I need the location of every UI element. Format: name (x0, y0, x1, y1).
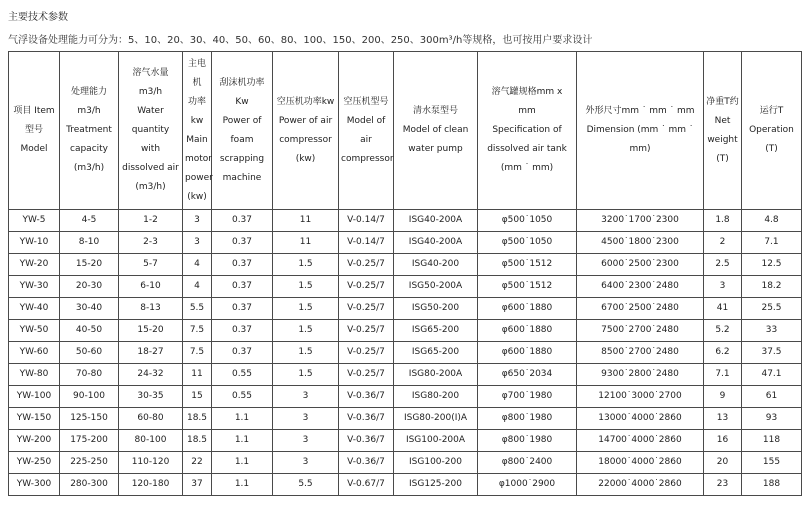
table-row (9, 276, 802, 298)
header-col-compressor-model (339, 52, 394, 210)
table-cell: 13 (704, 408, 742, 430)
table-cell: φ600˙1880 (478, 342, 577, 364)
table-cell: 22 (183, 452, 212, 474)
table-cell: 41 (704, 298, 742, 320)
header-line: 溶气罐规格mm x (491, 87, 563, 97)
table-cell: YW-300 (9, 474, 60, 496)
header-line: Kw (235, 96, 249, 107)
table-cell: 3 (273, 408, 339, 430)
header-col-foam-power (212, 52, 273, 210)
table-cell: 0.37 (212, 232, 273, 254)
table-cell: 33 (742, 320, 802, 342)
header-line: motor (185, 153, 213, 164)
header-line: Model of air (346, 115, 386, 145)
table-cell: YW-30 (9, 276, 60, 298)
table-cell: YW-80 (9, 364, 60, 386)
table-cell: 280-300 (60, 474, 119, 496)
table-cell: ISG80-200A (394, 364, 478, 386)
header-line: m3/h (138, 87, 163, 97)
header-line: Main (186, 134, 208, 145)
header-line: quantity (131, 125, 170, 135)
table-cell: 25.5 (742, 298, 802, 320)
header-col-pump-model (394, 52, 478, 210)
table-cell: 8-13 (119, 298, 183, 320)
table-cell: 1.1 (212, 474, 273, 496)
table-cell: 6000˙2500˙2300 (577, 254, 704, 276)
header-col-capacity (60, 52, 119, 210)
table-cell: 14700˙4000˙2860 (577, 430, 704, 452)
table-cell: YW-10 (9, 232, 60, 254)
header-line: compressor (279, 134, 332, 145)
table-cell: V-0.25/7 (339, 320, 394, 342)
table-cell: 3 (704, 276, 742, 298)
header-line: compressor (341, 153, 394, 164)
table-cell: 23 (704, 474, 742, 496)
table-cell: YW-60 (9, 342, 60, 364)
table-cell: 60-80 (119, 408, 183, 430)
table-cell: 5.5 (183, 298, 212, 320)
table-cell: 155 (742, 452, 802, 474)
table-cell: ISG80-200 (394, 386, 478, 408)
header-col-operation (742, 52, 802, 210)
table-cell: 18.5 (183, 408, 212, 430)
table-cell: φ1000˙2900 (478, 474, 577, 496)
header-line: Power of air (278, 115, 333, 126)
table-row (9, 452, 802, 474)
header-line: dissolved air (122, 163, 179, 173)
header-line: Net (714, 115, 731, 126)
table-cell: 1.1 (212, 452, 273, 474)
header-line: scrapping (219, 153, 265, 164)
table-cell: ISG40-200 (394, 254, 478, 276)
table-cell: φ700˙1980 (478, 386, 577, 408)
header-line: 空压机型号 (343, 96, 389, 107)
table-cell: 4 (183, 276, 212, 298)
table-cell: 110-120 (119, 452, 183, 474)
table-cell: YW-150 (9, 408, 60, 430)
header-line: 刮沫机功率 (219, 77, 265, 88)
header-line: Model (20, 144, 48, 154)
table-row (9, 364, 802, 386)
table-cell: 7.1 (704, 364, 742, 386)
table-cell: 12100˙3000˙2700 (577, 386, 704, 408)
table-cell: 18.2 (742, 276, 802, 298)
table-cell: 3 (273, 386, 339, 408)
header-line: with (140, 144, 161, 154)
table-cell: 93 (742, 408, 802, 430)
table-cell: V-0.36/7 (339, 430, 394, 452)
header-line: Model of clean (402, 125, 469, 135)
table-cell: V-0.36/7 (339, 408, 394, 430)
table-row (9, 386, 802, 408)
header-line: 型号 (24, 125, 43, 135)
table-cell: 2 (704, 232, 742, 254)
table-cell: 50-60 (60, 342, 119, 364)
table-cell: φ600˙1880 (478, 320, 577, 342)
table-cell: 3200˙1700˙2300 (577, 210, 704, 232)
table-row (9, 342, 802, 364)
page-title: 主要技术参数 (8, 12, 68, 23)
table-cell: 4 (183, 254, 212, 276)
table-row (9, 408, 802, 430)
table-cell: 4-5 (60, 210, 119, 232)
table-cell: 7.1 (742, 232, 802, 254)
table-cell: 20-30 (60, 276, 119, 298)
table-cell: YW-5 (9, 210, 60, 232)
table-row (9, 232, 802, 254)
table-cell: ISG125-200 (394, 474, 478, 496)
header-line: Operation (T) (749, 125, 794, 154)
table-row (9, 320, 802, 342)
table-cell: φ800˙1980 (478, 430, 577, 452)
table-cell: 37.5 (742, 342, 802, 364)
table-cell: 24-32 (119, 364, 183, 386)
table-cell: 4500˙1800˙2300 (577, 232, 704, 254)
table-cell: φ500˙1512 (478, 254, 577, 276)
header-line: machine (222, 172, 262, 183)
table-cell: 61 (742, 386, 802, 408)
header-line: 空压机功率kw (276, 96, 335, 107)
table-cell: 40-50 (60, 320, 119, 342)
table-cell: 12.5 (742, 254, 802, 276)
table-cell: 11 (183, 364, 212, 386)
table-cell: ISG65-200 (394, 320, 478, 342)
table-cell: 90-100 (60, 386, 119, 408)
table-cell: 18000˙4000˙2860 (577, 452, 704, 474)
table-cell: YW-50 (9, 320, 60, 342)
table-row (9, 210, 802, 232)
table-cell: 225-250 (60, 452, 119, 474)
table-cell: 6.2 (704, 342, 742, 364)
table-cell: 1-2 (119, 210, 183, 232)
table-cell: 7500˙2700˙2480 (577, 320, 704, 342)
header-line: Treatment (66, 125, 112, 135)
table-cell: 120-180 (119, 474, 183, 496)
table-cell: φ800˙1980 (478, 408, 577, 430)
header-line: (m3/h) (73, 163, 105, 173)
header-line: Water (137, 106, 164, 116)
header-col-dimension (577, 52, 704, 210)
table-cell: ISG50-200A (394, 276, 478, 298)
table-cell: 0.37 (212, 298, 273, 320)
table-cell: V-0.14/7 (339, 210, 394, 232)
table-cell: 125-150 (60, 408, 119, 430)
header-line: (m3/h) (135, 182, 166, 192)
table-cell: 1.1 (212, 430, 273, 452)
table-cell: 0.37 (212, 276, 273, 298)
table-row (9, 298, 802, 320)
table-cell: 1.5 (273, 276, 339, 298)
table-cell: 1.5 (273, 254, 339, 276)
table-cell: 18.5 (183, 430, 212, 452)
header-line: weight (707, 134, 738, 145)
table-cell: 8500˙2700˙2480 (577, 342, 704, 364)
table-row (9, 254, 802, 276)
table-cell: ISG40-200A (394, 232, 478, 254)
table-cell: V-0.14/7 (339, 232, 394, 254)
table-cell: 8-10 (60, 232, 119, 254)
table-cell: V-0.25/7 (339, 342, 394, 364)
table-cell: ISG100-200A (394, 430, 478, 452)
table-cell: 15-20 (60, 254, 119, 276)
header-line: 净重T约 (706, 96, 739, 107)
header-col-compressor-power (273, 52, 339, 210)
table-cell: 1.1 (212, 408, 273, 430)
table-cell: YW-40 (9, 298, 60, 320)
table-cell: 5-7 (119, 254, 183, 276)
table-cell: V-0.67/7 (339, 474, 394, 496)
table-cell: V-0.25/7 (339, 298, 394, 320)
table-cell: 30-40 (60, 298, 119, 320)
table-cell: 188 (742, 474, 802, 496)
table-cell: 118 (742, 430, 802, 452)
table-cell: 3 (183, 210, 212, 232)
table-cell: V-0.25/7 (339, 364, 394, 386)
table-cell: V-0.36/7 (339, 452, 394, 474)
table-body (9, 210, 802, 496)
table-cell: 7.5 (183, 342, 212, 364)
table-cell: 22000˙4000˙2860 (577, 474, 704, 496)
table-cell: 13000˙4000˙2860 (577, 408, 704, 430)
table-cell: 4.8 (742, 210, 802, 232)
header-line: capacity (70, 144, 108, 154)
table-cell: 1.5 (273, 364, 339, 386)
header-line: Dimension (mm ˙ mm ˙ mm) (586, 125, 694, 154)
table-cell: ISG80-200(I)A (394, 408, 478, 430)
header-col-model (9, 52, 60, 210)
header-line: Specification of (492, 125, 562, 135)
table-cell: φ500˙1512 (478, 276, 577, 298)
table-cell: ISG100-200 (394, 452, 478, 474)
spec-table (8, 51, 802, 496)
header-line: (mm ˙ mm) (500, 163, 554, 173)
table-cell: V-0.25/7 (339, 276, 394, 298)
header-line: (T) (716, 153, 729, 164)
header-col-tank-spec (478, 52, 577, 210)
capacity-note: 气浮设备处理能力可分为：5、10、20、30、40、50、60、80、100、150、200、250、300m³/h等规格，也可按用户要求设计 (8, 35, 593, 46)
table-cell: 0.37 (212, 320, 273, 342)
table-cell: 2.5 (704, 254, 742, 276)
header-line: 项目 Item (13, 106, 55, 116)
header-row (9, 52, 802, 210)
table-cell: 6700˙2500˙2480 (577, 298, 704, 320)
table-cell: 1.5 (273, 320, 339, 342)
header-line: 溶气水量 (132, 68, 169, 78)
table-cell: YW-200 (9, 430, 60, 452)
header-line: mm (518, 106, 536, 116)
table-cell: 47.1 (742, 364, 802, 386)
table-cell: 9 (704, 386, 742, 408)
table-row (9, 430, 802, 452)
table-cell: 3 (273, 430, 339, 452)
table-cell: 3 (273, 452, 339, 474)
table-cell: φ650˙2034 (478, 364, 577, 386)
header-line: (kw) (187, 191, 207, 202)
table-cell: φ600˙1880 (478, 298, 577, 320)
header-line: Power of (222, 115, 262, 126)
header-line: foam (230, 134, 254, 145)
table-cell: 9300˙2800˙2480 (577, 364, 704, 386)
table-cell: 18-27 (119, 342, 183, 364)
table-cell: YW-100 (9, 386, 60, 408)
table-cell: φ800˙2400 (478, 452, 577, 474)
table-cell: 0.55 (212, 364, 273, 386)
header-line: power (185, 172, 213, 183)
table-cell: 30-35 (119, 386, 183, 408)
table-cell: 1.5 (273, 342, 339, 364)
table-cell: 0.37 (212, 342, 273, 364)
table-cell: 15 (183, 386, 212, 408)
header-line: m3/h (77, 106, 101, 116)
table-cell: 0.37 (212, 254, 273, 276)
table-cell: ISG50-200 (394, 298, 478, 320)
table-row (9, 474, 802, 496)
table-cell: 1.5 (273, 298, 339, 320)
table-cell: YW-250 (9, 452, 60, 474)
header-col-main-motor (183, 52, 212, 210)
table-cell: 37 (183, 474, 212, 496)
header-line: water pump (408, 144, 463, 154)
table-cell: V-0.36/7 (339, 386, 394, 408)
table-cell: 5.2 (704, 320, 742, 342)
header-line: dissolved air tank (487, 144, 567, 154)
table-cell: 16 (704, 430, 742, 452)
table-cell: 0.55 (212, 386, 273, 408)
table-cell: 11 (273, 232, 339, 254)
table-cell: YW-20 (9, 254, 60, 276)
table-cell: V-0.25/7 (339, 254, 394, 276)
table-cell: 2-3 (119, 232, 183, 254)
table-cell: 3 (183, 232, 212, 254)
header-line: 清水泵型号 (412, 106, 458, 116)
table-cell: ISG65-200 (394, 342, 478, 364)
header-line: 处理能力 (70, 87, 107, 97)
table-cell: 6400˙2300˙2480 (577, 276, 704, 298)
header-line: 功率kw (187, 96, 206, 126)
header-col-dissolved-air (119, 52, 183, 210)
header-line: 运行T (759, 106, 784, 116)
table-cell: 175-200 (60, 430, 119, 452)
table-cell: 15-20 (119, 320, 183, 342)
table-cell: 20 (704, 452, 742, 474)
header-col-net-weight (704, 52, 742, 210)
table-cell: φ500˙1050 (478, 210, 577, 232)
header-line: 主电机 (187, 58, 206, 88)
table-cell: 5.5 (273, 474, 339, 496)
table-cell: 70-80 (60, 364, 119, 386)
table-cell: ISG40-200A (394, 210, 478, 232)
table-cell: 6-10 (119, 276, 183, 298)
table-cell: φ500˙1050 (478, 232, 577, 254)
table-cell: 11 (273, 210, 339, 232)
table-cell: 7.5 (183, 320, 212, 342)
table-cell: 0.37 (212, 210, 273, 232)
table-cell: 1.8 (704, 210, 742, 232)
table-cell: 80-100 (119, 430, 183, 452)
header-line: (kw) (295, 153, 316, 164)
header-line: 外形尺寸mm ˙ mm ˙ mm (585, 106, 695, 116)
